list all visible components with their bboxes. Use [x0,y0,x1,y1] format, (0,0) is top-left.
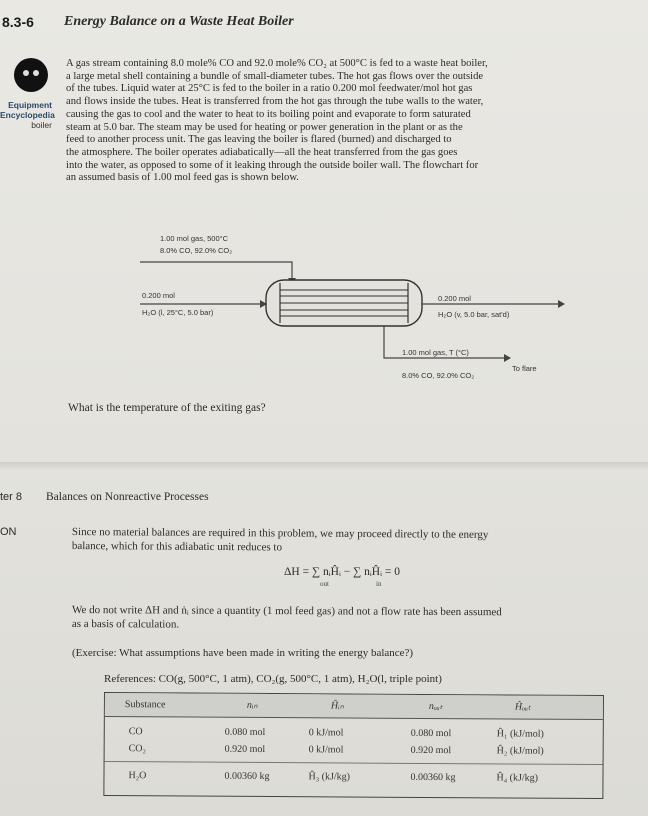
solution-paragraph-1 [72,526,622,557]
water-in-label-1: 0.200 mol [142,291,175,300]
water-in-label-2: H₂O (l, 25°C, 5.0 bar) [142,308,214,317]
gas-in-label-1: 1.00 mol gas, 500°C [160,234,229,243]
ee-label-line2: Encyclopedia [0,110,55,120]
table-cell: 0.920 mol [410,744,452,757]
energy-balance-equation [284,566,400,588]
problem-statement [66,58,620,185]
para2-line2: as a basis of calculation. [71,617,180,631]
problem-line: feed to another process unit. The gas leaving the boiler is flared (burned) and discharged to [66,134,452,146]
page-divider [0,462,648,470]
table-cell: Ĥ₂ (kJ/mol) [496,745,544,757]
problem-line: of the tubes. Liquid water at 25°C is fed to the boiler in a ratio 0.200 mol feedwater/mol hot gas [66,83,473,95]
solution-paragraph-2 [72,604,622,634]
para1-line2: balance, which for this adiabatic unit reduces to [71,539,283,553]
problem-line: steam at 5.0 bar. The steam may be used for heating or power generation in the plant or as the [66,121,463,133]
table-cell: CO [128,726,143,738]
table-cell: H₂O [128,770,147,782]
para1-line1: Since no material balances are required in this problem, we may proceed directly to the energy [71,526,489,541]
steam-out-label-2: H₂O (v, 5.0 bar, sat'd) [438,310,510,319]
problem-line: causing the gas to cool and the water to heat to its boiling point and evaporate to form saturated [66,108,471,120]
table-cell: 0.00360 kg [224,770,270,783]
table-cell: 0.080 mol [224,726,266,738]
table-cell: 0.00360 kg [410,771,456,784]
problem-line: and flows inside the tubes. Heat is transferred from the hot gas through the tube walls to the water, [66,96,484,108]
problem-line: an assumed basis of 1.00 mol feed gas is shown below. [66,172,299,184]
table-header: Ĥₒᵤₜ [514,701,531,713]
to-flare-label: To flare [512,364,537,373]
equipment-encyclopedia-label [0,100,55,130]
table-header: Ĥᵢₙ [330,700,344,712]
problem-line: the atmosphere. The boiler operates adiabatically—all the heat transferred from the gas goes [66,146,458,158]
equation-sub-in: in [376,580,382,588]
steam-outlet-arrow [558,300,565,308]
gas-outlet-arrow [504,354,511,362]
table-cell: Ĥ₃ (kJ/kg) [308,771,351,783]
table-header: nᵢₙ [246,699,258,711]
references-text: References: CO(g, 500°C, 1 atm), CO₂(g, 500°C, 1 atm), H₂O(l, triple point) [104,673,442,685]
table-cell: 0 kJ/mol [308,727,344,739]
table-cell: Ĥ₁ (kJ/mol) [496,728,544,740]
enthalpy-table [103,692,604,799]
gas-inlet-line [140,262,292,280]
table-cell: 0 kJ/mol [308,744,344,756]
problem-title: Energy Balance on a Waste Heat Boiler [64,14,294,29]
ee-label-line3: boiler [31,120,52,130]
equation-sub-out: out [320,580,329,588]
table-header: nₒᵤₜ [428,700,443,713]
steam-out-label-1: 0.200 mol [438,294,471,303]
ee-label-line1: Equipment [8,100,52,110]
gas-in-label-2: 8.0% CO, 92.0% CO₂ [160,246,233,255]
problem-line: into the water, as opposed to some of it leaking through the outside boiler wall. The flowchart for [66,159,479,171]
boiler-flowchart [120,228,580,388]
problem-number: 8.3-6 [2,14,34,30]
chapter-label: ter 8 [0,491,23,503]
table-header: Substance [124,699,166,711]
problem-line: a large metal shell containing a bundle of small-diameter tubes. The hot gas flows over the outside [66,70,484,82]
side-letters: ON [0,526,17,538]
para2-line1: We do not write ΔH and ṅᵢ since a quantity (1 mol feed gas) and not a flow rate has been assumed [71,604,502,619]
equation-text: ΔH = ∑ nᵢĤᵢ − ∑ nᵢĤᵢ = 0 [284,566,400,578]
table-cell: 0.920 mol [224,743,266,755]
chapter-title: Balances on Nonreactive Processes [46,491,209,503]
gas-out-label-2: 8.0% CO, 92.0% CO₂ [402,371,475,380]
problem-question: What is the temperature of the exiting gas? [68,402,266,414]
table-cell: 0.080 mol [410,727,452,740]
exercise-text: (Exercise: What assumptions have been made in writing the energy balance?) [72,647,414,659]
gas-out-label-1: 1.00 mol gas, T (°C) [402,348,469,357]
table-cell: Ĥ₄ (kJ/kg) [496,772,539,784]
table-cell: CO₂ [128,743,147,755]
equipment-encyclopedia-icon [14,58,48,92]
problem-line: A gas stream containing 8.0 mole% CO and 92.0 mole% CO₂ at 500°C is fed to a waste heat boiler, [66,58,488,69]
table-row-separator [105,761,603,765]
